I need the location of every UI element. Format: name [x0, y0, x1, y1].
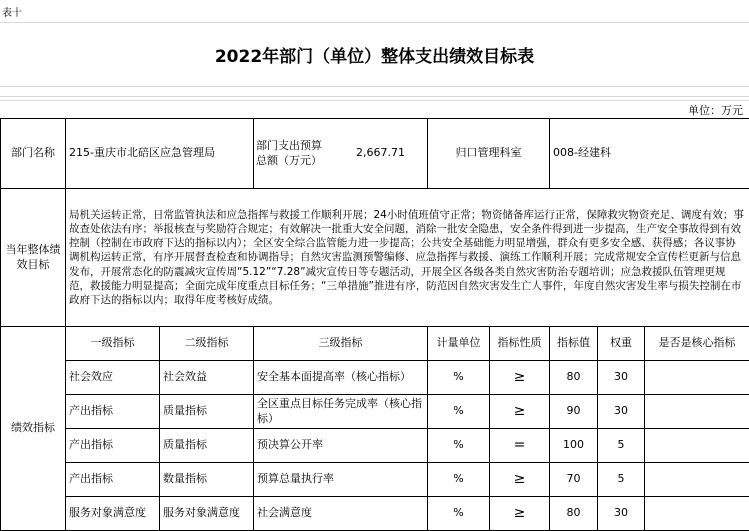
- cell-level3: 预决算公开率: [254, 429, 428, 463]
- header-level2: 二级指标: [160, 327, 254, 361]
- table-row: [1, 497, 749, 531]
- cell-weight: 5: [598, 429, 645, 463]
- cell-nature: ≥: [490, 497, 550, 531]
- goal-text: 局机关运转正常，日常监管执法和应急指挥与救援工作顺利开展；24小时值班值守正常；物资储备库运行正常，保障救灾物资充足、调度有效；事故查处依法有序；举报核查与奖励符合规定；有效解决一批重大安全问题，消除一批安全隐患，安全条件得到进一步提高，生产安全事故得到有效控制（控制在市政府下达的指标以内）；全区安全综合监管能力进一步提高；公共安全基础能力明显增强，群众有更多安全感、获得感；各议事协调机构运转正常，有序开展督查检查和协调指导；自然灾害监测预警编修、应急指挥与救援、演练工作顺利开展；完成常规安全宣传栏更新与信息发布，开展常态化的防震减灾宣传周“5.12”“7.28”减灾宣传日等专题活动，开展全区各级各类自然灾害防治专题培训；应急救援队伍管理更规范，救援能力明显提高；全面完成年度重点目标任务；“三单措施”推进有序，防范因自然灾害发生亡人事件，年度自然灾害发生率与损失控制在市政府下达的指标以内；取得年度考核好成绩。: [66, 189, 749, 327]
- cell-core: [645, 361, 749, 395]
- cell-core: [645, 463, 749, 497]
- unit-label: 单位：万元: [688, 102, 743, 118]
- cell-level1: 产出指标: [66, 463, 160, 497]
- cell-level1: 社会效应: [66, 361, 160, 395]
- cell-weight: 5: [598, 463, 645, 497]
- perf-header-row: [1, 327, 749, 361]
- performance-table: [0, 118, 749, 531]
- cell-level2: 服务对象满意度: [160, 497, 254, 531]
- table-row: [1, 361, 749, 395]
- cell-value: 90: [550, 395, 598, 429]
- cell-weight: 30: [598, 497, 645, 531]
- dept-name-value: 215-重庆市北碚区应急管理局: [66, 119, 254, 189]
- header-weight: 权重: [598, 327, 645, 361]
- cell-nature: =: [490, 429, 550, 463]
- cell-level2: 质量指标: [160, 395, 254, 429]
- goal-label: 当年整体绩效目标: [1, 189, 66, 327]
- budget-total-value: 2,667.71: [330, 146, 427, 160]
- cell-unit: %: [428, 361, 490, 395]
- header-core: 是否是核心指标: [645, 327, 749, 361]
- cell-unit: %: [428, 463, 490, 497]
- cell-level3: 社会满意度: [254, 497, 428, 531]
- cell-value: 100: [550, 429, 598, 463]
- office-label: 归口管理科室: [428, 119, 550, 189]
- cell-nature: ≥: [490, 395, 550, 429]
- cell-unit: %: [428, 395, 490, 429]
- goal-row: [1, 189, 749, 327]
- page-title: 2022年部门（单位）整体支出绩效目标表: [0, 42, 749, 67]
- cell-level2: 社会效益: [160, 361, 254, 395]
- cell-nature: ≥: [490, 463, 550, 497]
- cell-level3: 预算总量执行率: [254, 463, 428, 497]
- cell-unit: %: [428, 429, 490, 463]
- cell-weight: 30: [598, 361, 645, 395]
- header-level3: 三级指标: [254, 327, 428, 361]
- dept-name-label: 部门名称: [1, 119, 66, 189]
- table-row: [1, 429, 749, 463]
- cell-level3: 全区重点目标任务完成率（核心指标）: [254, 395, 428, 429]
- dept-info-row: [1, 119, 749, 189]
- cell-value: 80: [550, 361, 598, 395]
- perf-label: 绩效指标: [1, 327, 66, 531]
- budget-total-label: 部门支出预算总额（万元）: [254, 139, 330, 168]
- sheet-tab-label: 表十: [2, 4, 22, 19]
- cell-level1: 产出指标: [66, 395, 160, 429]
- cell-core: [645, 497, 749, 531]
- header-nature: 指标性质: [490, 327, 550, 361]
- cell-level2: 数量指标: [160, 463, 254, 497]
- cell-level1: 服务对象满意度: [66, 497, 160, 531]
- header-value: 指标值: [550, 327, 598, 361]
- header-level1: 一级指标: [66, 327, 160, 361]
- cell-level3: 安全基本面提高率（核心指标）: [254, 361, 428, 395]
- cell-value: 70: [550, 463, 598, 497]
- cell-unit: %: [428, 497, 490, 531]
- cell-level1: 产出指标: [66, 429, 160, 463]
- table-row: [1, 463, 749, 497]
- cell-level2: 质量指标: [160, 429, 254, 463]
- header-unit: 计量单位: [428, 327, 490, 361]
- office-value: 008-经建科: [550, 119, 749, 189]
- cell-nature: ≥: [490, 361, 550, 395]
- table-row: [1, 395, 749, 429]
- cell-weight: 30: [598, 395, 645, 429]
- cell-core: [645, 395, 749, 429]
- cell-core: [645, 429, 749, 463]
- cell-value: 80: [550, 497, 598, 531]
